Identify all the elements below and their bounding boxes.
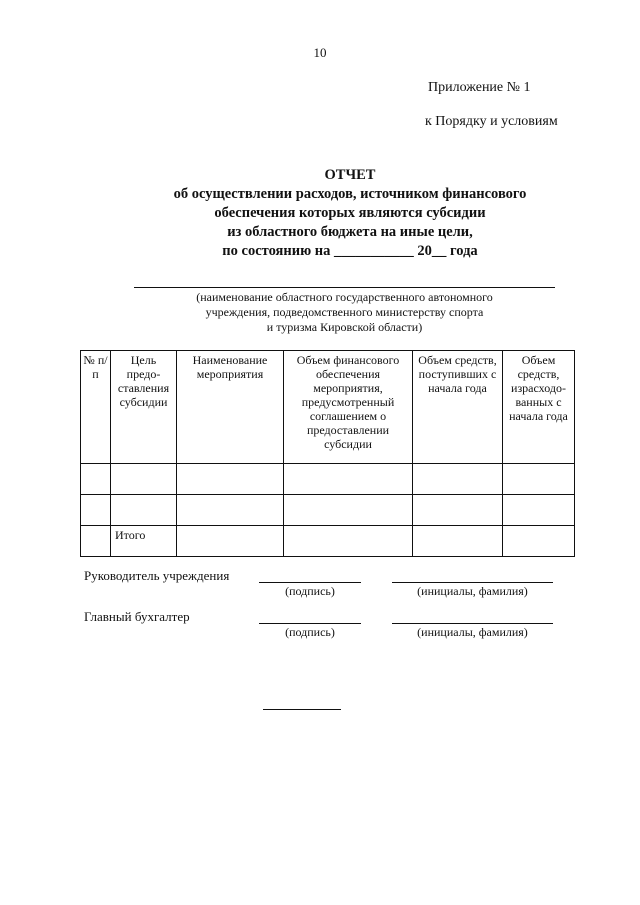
header-cell-number: № п/п xyxy=(81,351,111,464)
table-cell[interactable] xyxy=(413,526,503,557)
head-name-caption: (инициалы, фамилия) xyxy=(417,584,528,598)
title-line-1: об осуществлении расходов, источником финансового xyxy=(173,186,527,202)
header-cell-event: Наименование мероприятия xyxy=(177,351,284,464)
table-cell[interactable] xyxy=(81,464,111,495)
table-cell[interactable] xyxy=(413,464,503,495)
table-cell[interactable] xyxy=(503,464,575,495)
accountant-name-caption: (инициалы, фамилия) xyxy=(417,625,528,639)
table-cell[interactable] xyxy=(81,526,111,557)
header-cell-spent: Объем средств, израсходо-ванных с начала года xyxy=(503,351,575,464)
report-table xyxy=(80,350,575,557)
head-signature-line[interactable] xyxy=(259,582,361,583)
title-line-3: из областного бюджета на иные цели, xyxy=(227,224,473,240)
header-cell-received: Объем средств, поступивших с начала года xyxy=(413,351,503,464)
page-number: 10 xyxy=(313,45,327,60)
table-cell[interactable] xyxy=(503,526,575,557)
table-cell[interactable] xyxy=(284,526,413,557)
caption-line-3: и туризма Кировской области) xyxy=(266,320,423,334)
title-line-4: по состоянию на ___________ 20__ года xyxy=(222,243,478,259)
table-cell[interactable] xyxy=(81,495,111,526)
accountant-signature-label: Главный бухгалтер xyxy=(84,609,190,624)
title-heading: ОТЧЕТ xyxy=(324,167,376,183)
accountant-name-line[interactable] xyxy=(392,623,553,624)
end-divider xyxy=(263,709,341,710)
header-cell-agreed-amount: Объем финансового обеспечения мероприятия, предусмотренный соглашением о предоставлении субсидии xyxy=(284,351,413,464)
table-cell[interactable] xyxy=(177,464,284,495)
head-name-line[interactable] xyxy=(392,582,553,583)
table-cell[interactable] xyxy=(413,495,503,526)
table-cell[interactable] xyxy=(111,464,177,495)
header-cell-purpose: Цель предо-ставления субсидии xyxy=(111,351,177,464)
institution-caption xyxy=(134,290,555,335)
table-cell[interactable] xyxy=(284,464,413,495)
table-row xyxy=(81,464,575,495)
table-total-row xyxy=(81,526,575,557)
head-signature-caption: (подпись) xyxy=(285,584,335,598)
table-cell[interactable] xyxy=(177,495,284,526)
table-cell[interactable] xyxy=(284,495,413,526)
accountant-signature-caption: (подпись) xyxy=(285,625,335,639)
caption-line-1: (наименование областного государственного автономного xyxy=(196,290,493,304)
table-cell[interactable] xyxy=(177,526,284,557)
table-row xyxy=(81,495,575,526)
table-cell[interactable] xyxy=(111,495,177,526)
caption-line-2: учреждения, подведомственного министерству спорта xyxy=(205,305,484,319)
appendix-label: Приложение № 1 xyxy=(428,80,531,95)
reference-label: к Порядку и условиям xyxy=(425,114,558,129)
table-header-row xyxy=(81,351,575,464)
document-title xyxy=(100,166,600,261)
title-line-2: обеспечения которых являются субсидии xyxy=(214,205,486,221)
table-cell[interactable] xyxy=(503,495,575,526)
head-signature-label: Руководитель учреждения xyxy=(84,568,230,583)
total-label: Итого xyxy=(111,526,177,557)
institution-name-line xyxy=(134,287,555,288)
accountant-signature-line[interactable] xyxy=(259,623,361,624)
